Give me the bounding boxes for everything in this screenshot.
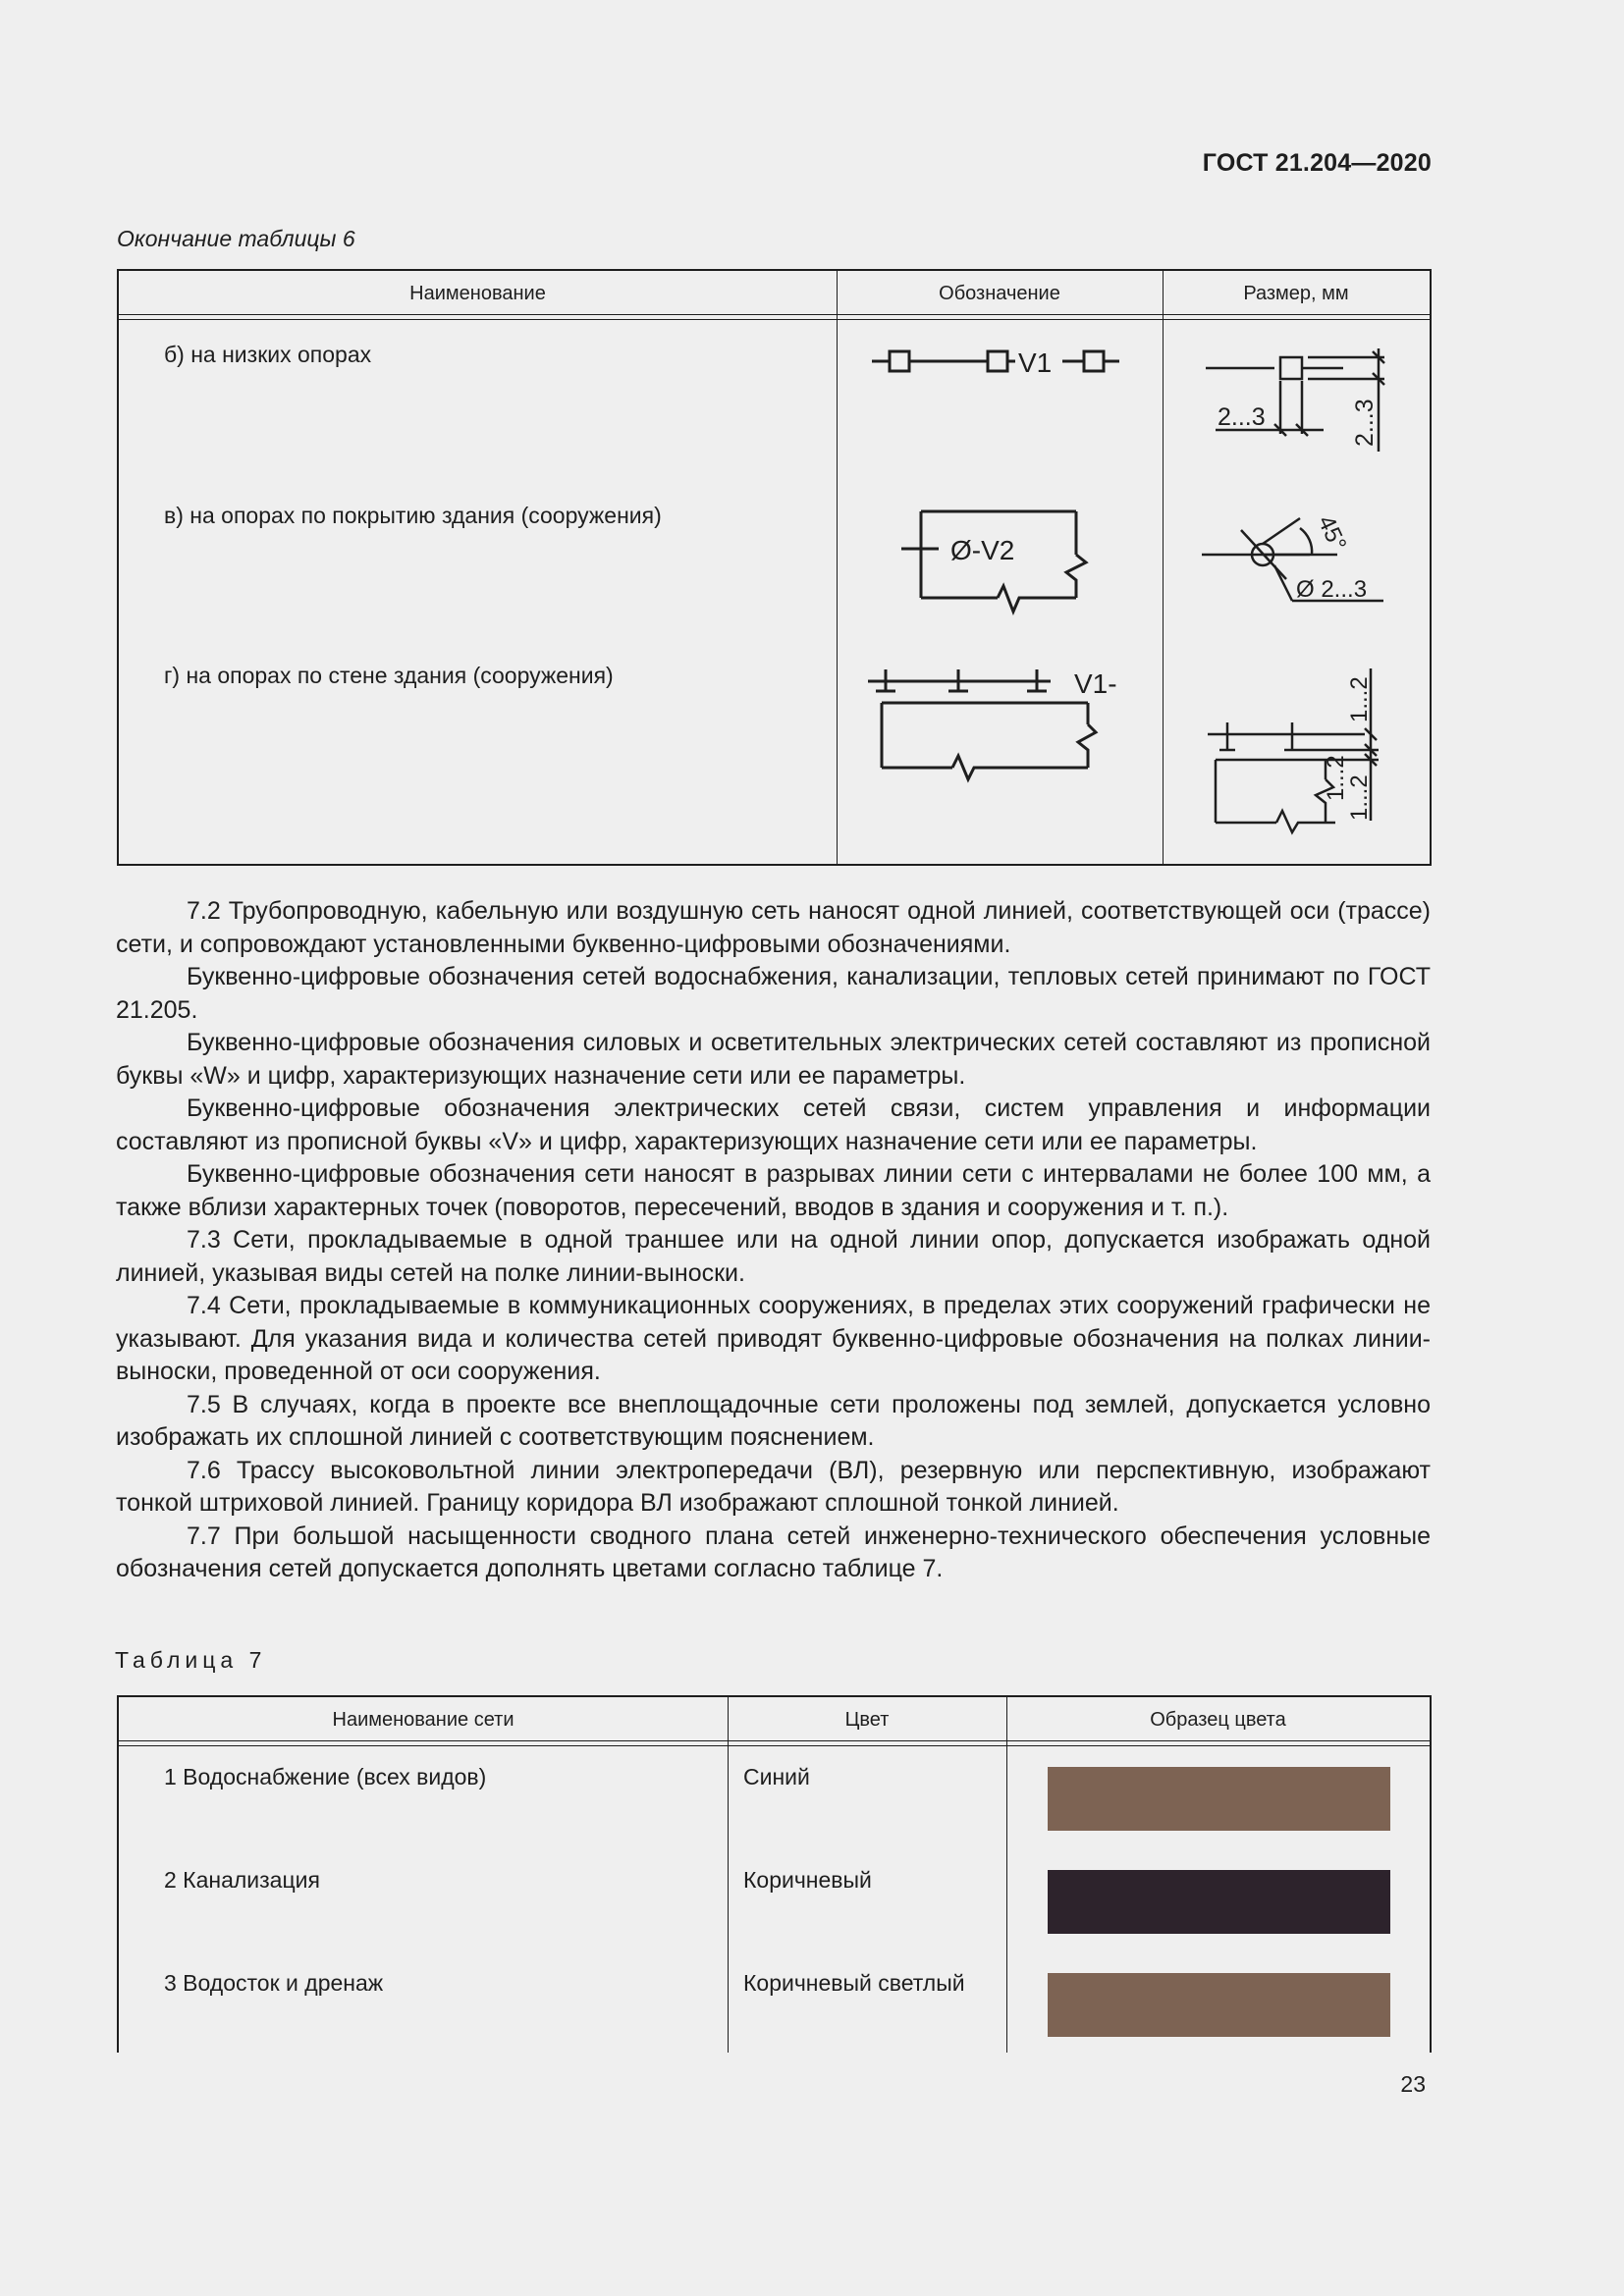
paragraph: Буквенно-цифровые обозначения электрических сетей связи, систем управления и информации составляют из прописной буквы «V» и цифр, характеризующих назначение сети или ее параметры. bbox=[116, 1095, 1431, 1155]
table7-row-color: Синий bbox=[743, 1764, 810, 1789]
table7-header-sample: Образец цвета bbox=[1150, 1709, 1286, 1731]
size-label: 1...2 bbox=[1323, 755, 1349, 801]
size-label: 1...2 bbox=[1346, 676, 1373, 722]
size-label: 2...3 bbox=[1351, 399, 1379, 447]
table6-row-name: г) на опорах по стене здания (сооружения) bbox=[164, 663, 614, 688]
table6-row-name: б) на низких опорах bbox=[164, 342, 372, 367]
paragraph: 7.7 При большой насыщенности сводного плана сетей инженерно-технического обеспечения условные обозначения сетей допускается дополнять цветами согласно таблице 7. bbox=[116, 1522, 1431, 1582]
table6-header-divider bbox=[119, 319, 1430, 320]
symbol-roof-supports bbox=[899, 507, 1115, 606]
table6-col-divider bbox=[1163, 271, 1164, 864]
size-low-supports bbox=[1196, 344, 1392, 452]
table6-header-symbol: Обозначение bbox=[939, 283, 1060, 304]
table7 bbox=[117, 1695, 1432, 2053]
table7-header-name: Наименование сети bbox=[332, 1709, 514, 1731]
page-number: 23 bbox=[1400, 2071, 1426, 2097]
table6-header-divider bbox=[119, 314, 1430, 315]
size-label: 45° bbox=[1312, 511, 1352, 556]
paragraph: Буквенно-цифровые обозначения сетей водоснабжения, канализации, тепловых сетей принимают по ГОСТ 21.205. bbox=[116, 963, 1431, 1024]
size-roof-supports bbox=[1202, 510, 1398, 609]
table7-row-name: 2 Канализация bbox=[164, 1867, 320, 1893]
table6-col-divider bbox=[837, 271, 838, 864]
color-swatch bbox=[1048, 1973, 1390, 2037]
size-wall-supports bbox=[1198, 664, 1394, 840]
table6-row-name: в) на опорах по покрытию здания (сооружения) bbox=[164, 503, 662, 528]
table6-header-name: Наименование bbox=[409, 283, 546, 304]
table7-header-divider bbox=[119, 1740, 1430, 1741]
color-swatch bbox=[1048, 1870, 1390, 1934]
paragraph: 7.6 Трассу высоковольтной линии электропередачи (ВЛ), резервную или перспективную, изображают тонкой штриховой линией. Границу коридора ВЛ изображают сплошной тонкой линией. bbox=[116, 1456, 1431, 1517]
table6-header-size: Размер, мм bbox=[1243, 283, 1349, 304]
paragraph: Буквенно-цифровые обозначения сети наносят в разрывах линии сети с интервалами не более 100 мм, а также вблизи характерных точек (поворотов, пересечений, вводов в здания и сооружения и т. п.). bbox=[116, 1160, 1431, 1221]
table7-row-name: 3 Водосток и дренаж bbox=[164, 1970, 384, 1996]
symbol-label: V1- bbox=[1074, 668, 1117, 699]
symbol-label: V1 bbox=[1018, 347, 1053, 378]
body-text bbox=[116, 895, 1431, 1586]
table7-header-divider bbox=[119, 1745, 1430, 1746]
table7-row-name: 1 Водоснабжение (всех видов) bbox=[164, 1764, 487, 1789]
paragraph: 7.3 Сети, прокладываемые в одной траншее или на одной линии опор, допускается изображать одной линией, указывая виды сетей на полке линии-выноски. bbox=[116, 1226, 1431, 1287]
paragraph: 7.4 Сети, прокладываемые в коммуникационных сооружениях, в пределах этих сооружений графически не указывают. Для указания вида и количества сетей приводят буквенно-цифровые обозначения на полках линии-выноски, проведенной от оси сооружения. bbox=[116, 1292, 1431, 1385]
paragraph: 7.2 Трубопроводную, кабельную или воздушную сеть наносят одной линией, соответствующей оси (трассе) сети, и сопровождают установленными буквенно-цифровыми обозначениями. bbox=[116, 897, 1431, 958]
size-label: 2...3 bbox=[1218, 403, 1266, 431]
size-label: Ø 2...3 bbox=[1296, 576, 1368, 603]
table7-col-divider bbox=[1006, 1697, 1007, 2053]
table7-row-color: Коричневый bbox=[743, 1867, 872, 1893]
symbol-label: Ø-V2 bbox=[950, 535, 1015, 565]
paragraph: Буквенно-цифровые обозначения силовых и осветительных электрических сетей составляют из прописной буквы «W» и цифр, характеризующих назначение сети или ее параметры. bbox=[116, 1029, 1431, 1090]
table7-col-divider bbox=[728, 1697, 729, 2053]
symbol-wall-supports bbox=[864, 664, 1119, 781]
document-header: ГОСТ 21.204—2020 bbox=[1202, 149, 1432, 177]
table7-caption: Таблица 7 bbox=[115, 1647, 267, 1673]
size-label: 1...2 bbox=[1346, 774, 1373, 821]
table7-header-color: Цвет bbox=[844, 1709, 890, 1731]
symbol-low-supports bbox=[868, 344, 1123, 383]
table7-row-color: Коричневый светлый bbox=[743, 1970, 965, 1996]
paragraph: 7.5 В случаях, когда в проекте все внеплощадочные сети проложены под землей, допускается условно изображать их сплошной линией с соответствующим пояснением. bbox=[116, 1390, 1431, 1451]
color-swatch bbox=[1048, 1767, 1390, 1831]
table6-caption: Окончание таблицы 6 bbox=[117, 226, 355, 251]
